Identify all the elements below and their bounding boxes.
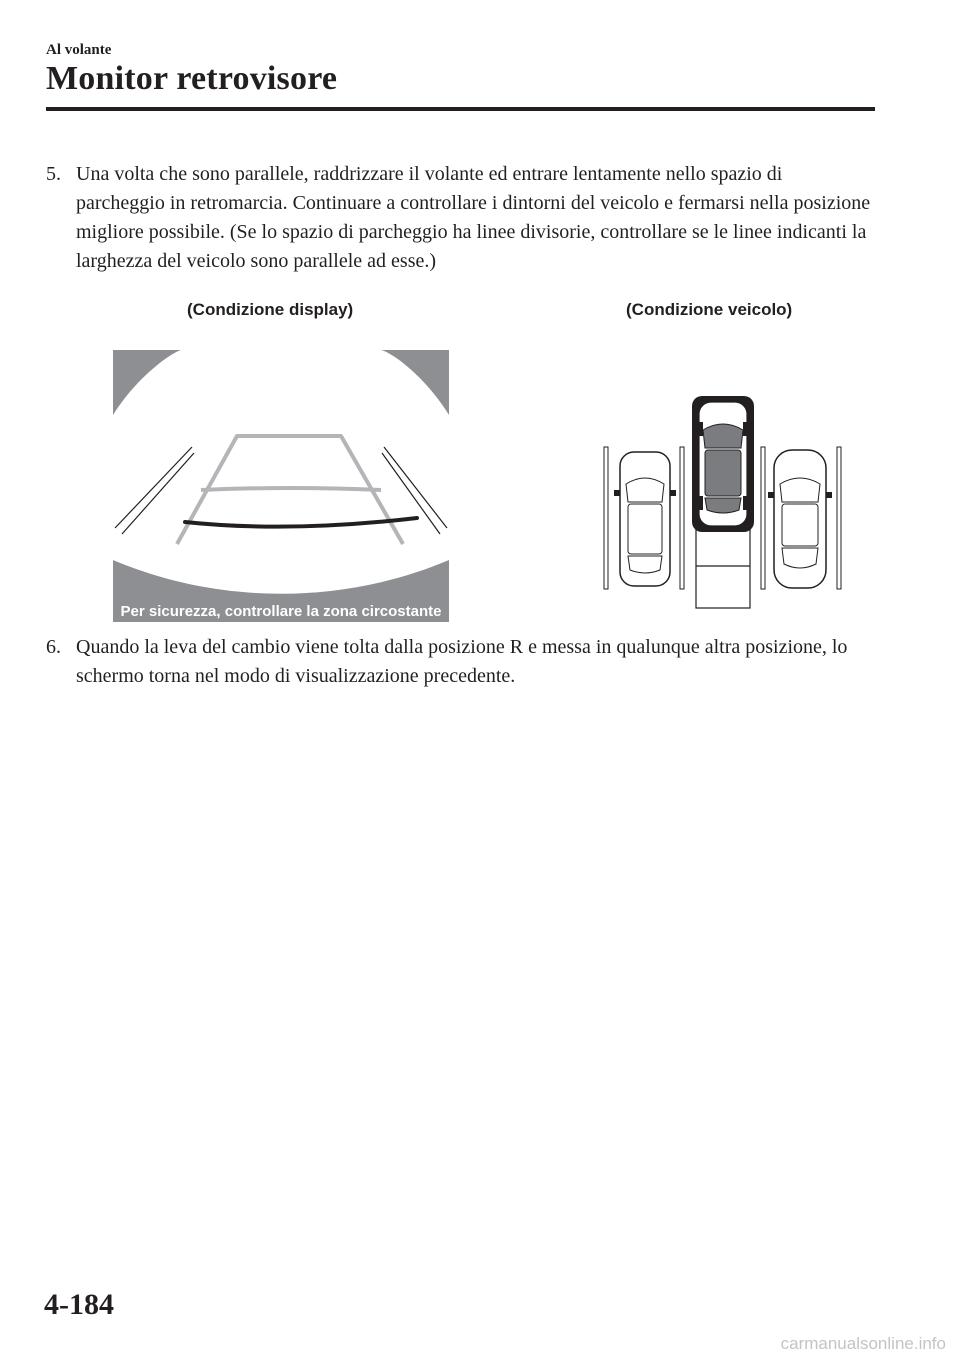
display-message: Per sicurezza, controllare la zona circostante	[120, 603, 442, 620]
right-parked-car	[768, 450, 832, 588]
parking-top-view-illustration	[600, 392, 850, 612]
step-6	[46, 633, 876, 691]
vehicle-caption: (Condizione veicolo)	[626, 300, 793, 319]
watermark: carmanualsonline.info	[780, 1334, 946, 1353]
left-parked-car	[614, 452, 676, 586]
display-caption: (Condizione display)	[187, 300, 354, 319]
title-rule	[46, 107, 875, 111]
step-text: Una volta che sono parallele, raddrizzare il volante ed entrare lentamente nello spazio di parcheggio in retromarcia. Continuare a controllare i dintorni del veicolo e fermarsi nella posizione migliore possibile. (Se lo spazio di parcheggio ha linee divisorie, controllare se le linee indicanti la larghezza del veicolo sono parallele ad esse.)	[76, 163, 871, 272]
rear-view-display-illustration	[113, 350, 449, 622]
page-title: Monitor retrovisore	[46, 60, 338, 97]
section-label: Al volante	[46, 42, 112, 58]
step-number: 6.	[46, 636, 61, 658]
step-number: 5.	[46, 163, 61, 185]
step-5	[46, 160, 876, 276]
own-vehicle	[692, 396, 754, 532]
page-number: 4-184	[44, 1288, 114, 1321]
step-text: Quando la leva del cambio viene tolta dalla posizione R e messa in qualunque altra posizione, lo schermo torna nel modo di visualizzazione precedente.	[76, 636, 848, 687]
